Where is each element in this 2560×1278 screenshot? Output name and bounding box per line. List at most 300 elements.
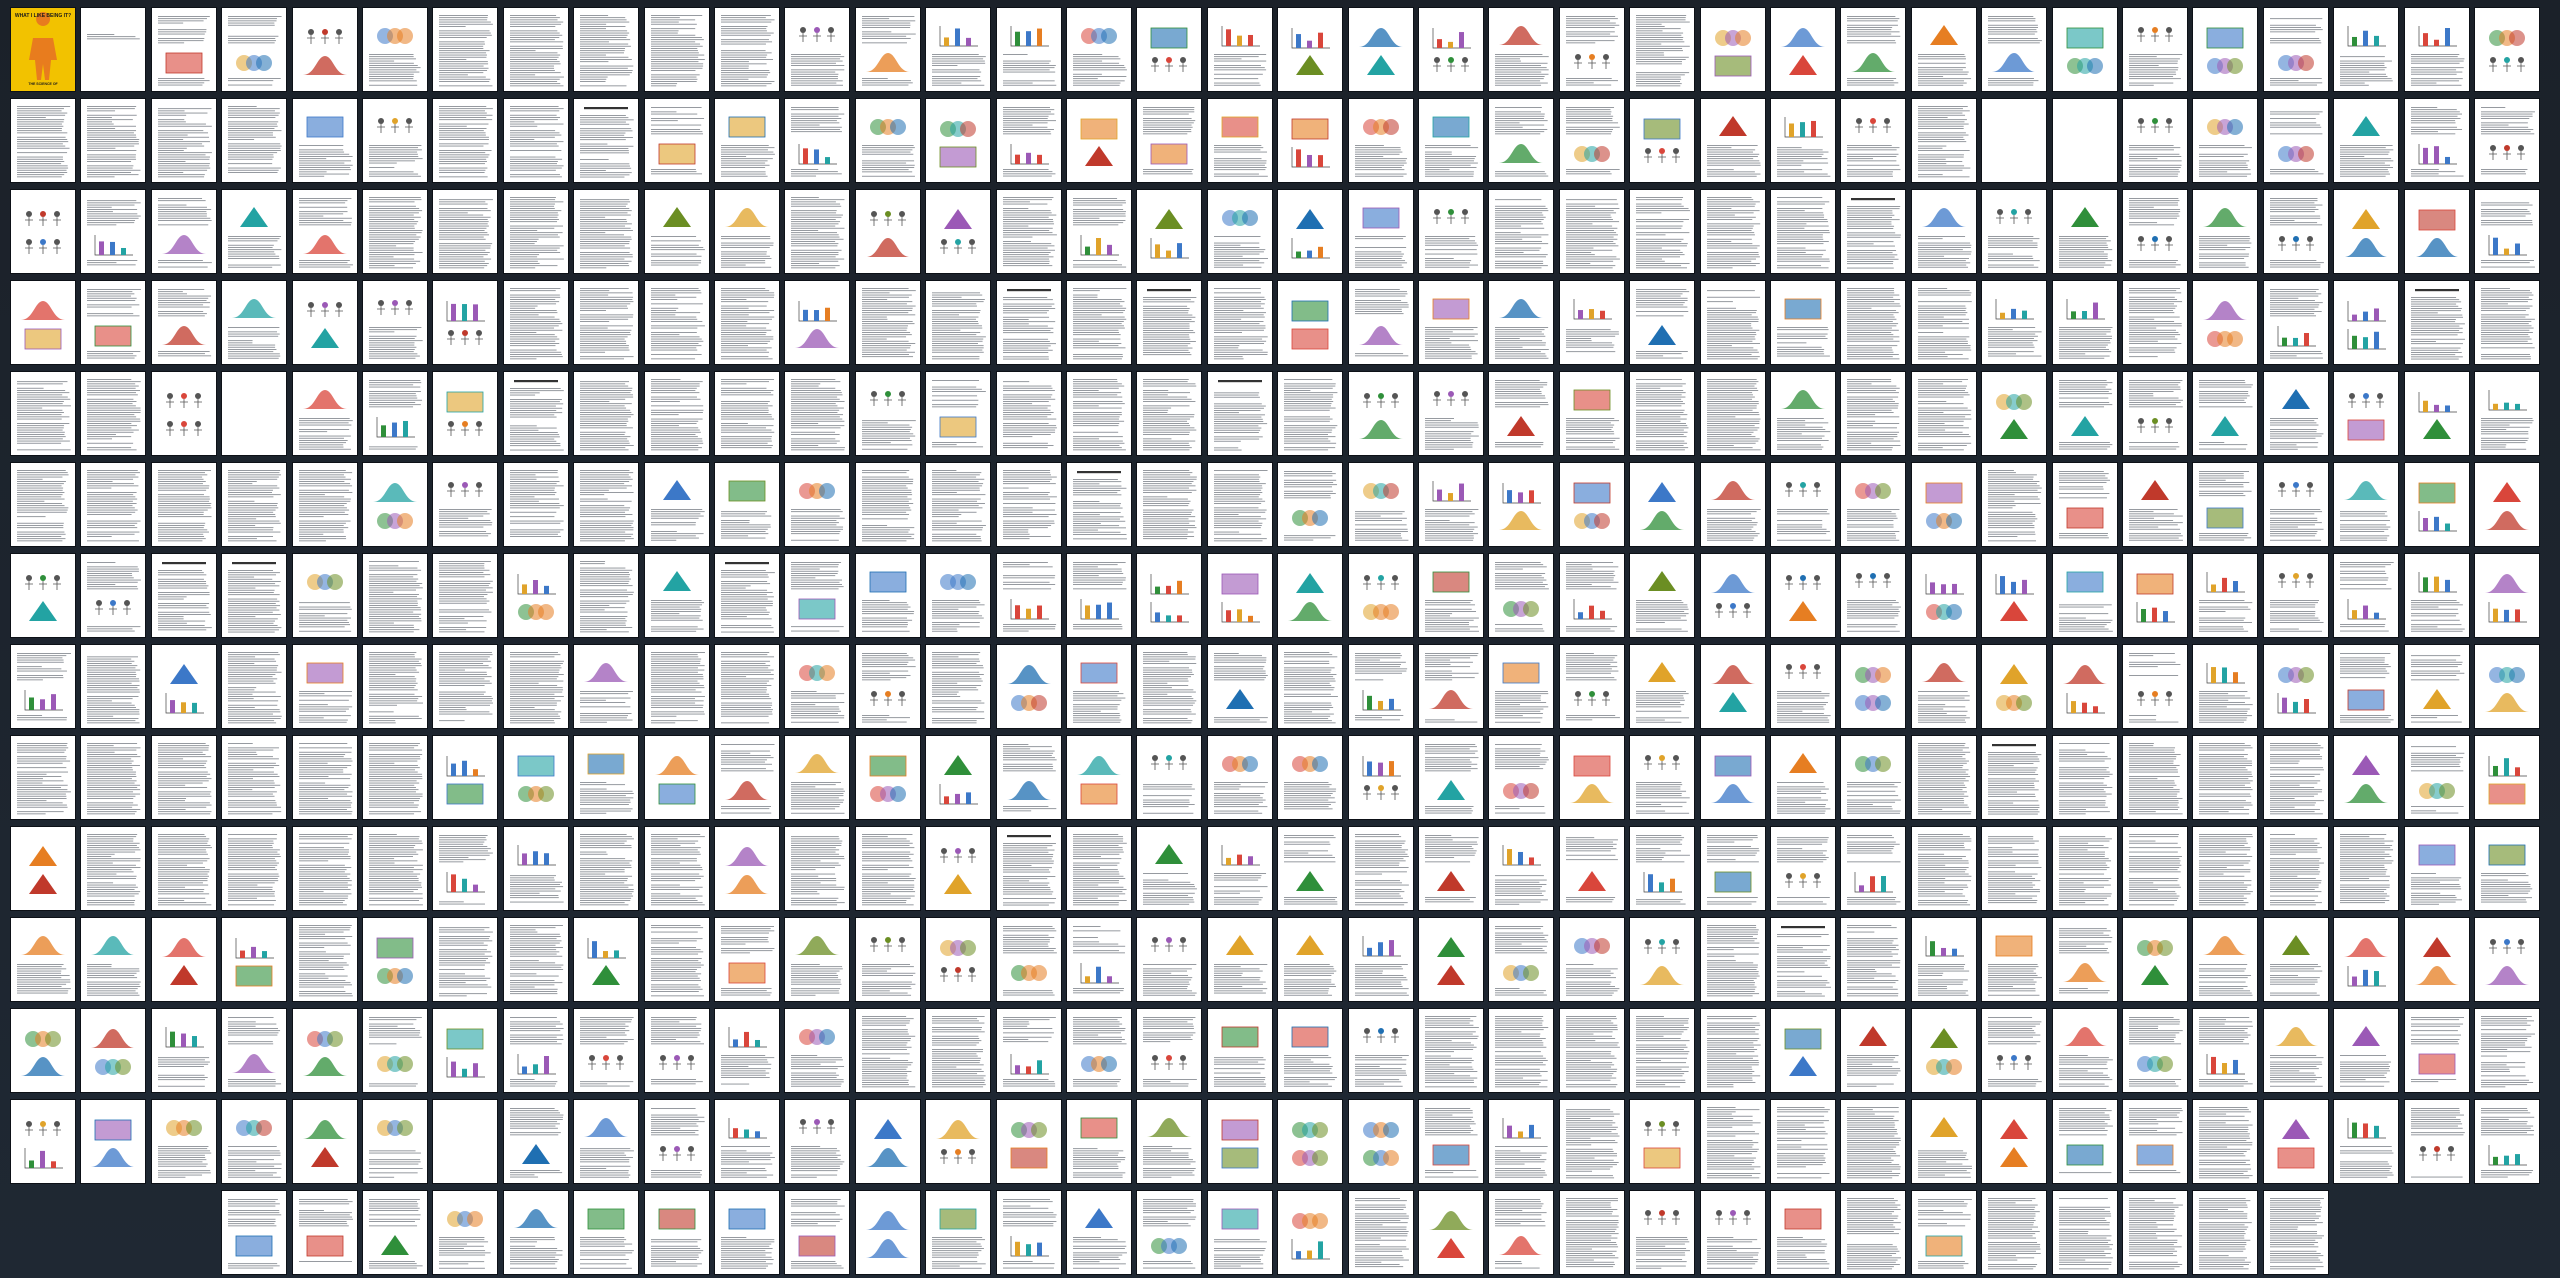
illustrated-page[interactable]: [1701, 736, 1765, 819]
illustrated-page[interactable]: [152, 372, 216, 455]
text-page[interactable]: [363, 554, 427, 637]
text-page[interactable]: [433, 645, 497, 728]
illustrated-page[interactable]: [1560, 554, 1624, 637]
illustrated-page[interactable]: [715, 190, 779, 273]
illustrated-page[interactable]: [2053, 918, 2117, 1001]
illustrated-page[interactable]: [1771, 372, 1835, 455]
text-page[interactable]: [1630, 1009, 1694, 1092]
illustrated-page[interactable]: [1278, 463, 1342, 546]
illustrated-page[interactable]: [1349, 8, 1413, 91]
illustrated-page[interactable]: [1489, 1191, 1553, 1274]
text-page[interactable]: [1912, 372, 1976, 455]
illustrated-page[interactable]: [1278, 190, 1342, 273]
illustrated-page[interactable]: [2334, 554, 2398, 637]
text-page[interactable]: [1489, 1009, 1553, 1092]
illustrated-page[interactable]: [997, 645, 1061, 728]
illustrated-page[interactable]: [1419, 1191, 1483, 1274]
illustrated-page[interactable]: [2264, 463, 2328, 546]
text-page[interactable]: [1137, 463, 1201, 546]
cover-page-thumbnail[interactable]: [11, 8, 75, 91]
illustrated-page[interactable]: [1208, 1100, 1272, 1183]
text-page[interactable]: [715, 372, 779, 455]
text-page[interactable]: [1067, 372, 1131, 455]
illustrated-page[interactable]: [926, 918, 990, 1001]
illustrated-page[interactable]: [2475, 918, 2539, 1001]
illustrated-page[interactable]: [11, 554, 75, 637]
text-page[interactable]: [1349, 827, 1413, 910]
illustrated-page[interactable]: [645, 190, 709, 273]
illustrated-page[interactable]: [1489, 281, 1553, 364]
text-page[interactable]: [856, 827, 920, 910]
illustrated-page[interactable]: [1982, 281, 2046, 364]
text-page[interactable]: [152, 827, 216, 910]
illustrated-page[interactable]: [715, 827, 779, 910]
text-page[interactable]: [785, 827, 849, 910]
illustrated-page[interactable]: [1771, 554, 1835, 637]
illustrated-page[interactable]: [2193, 190, 2257, 273]
illustrated-page[interactable]: [926, 736, 990, 819]
illustrated-page[interactable]: [1137, 99, 1201, 182]
text-page[interactable]: [1560, 1100, 1624, 1183]
illustrated-page[interactable]: [1278, 736, 1342, 819]
illustrated-page[interactable]: [1982, 8, 2046, 91]
illustrated-page[interactable]: [1419, 99, 1483, 182]
illustrated-page[interactable]: [1841, 645, 1905, 728]
text-page[interactable]: [222, 99, 286, 182]
text-page[interactable]: [574, 190, 638, 273]
illustrated-page[interactable]: [1982, 1100, 2046, 1183]
illustrated-page[interactable]: [1489, 918, 1553, 1001]
illustrated-page[interactable]: [785, 736, 849, 819]
illustrated-page[interactable]: [2123, 372, 2187, 455]
text-page[interactable]: [2123, 827, 2187, 910]
illustrated-page[interactable]: [1701, 8, 1765, 91]
illustrated-page[interactable]: [1137, 1191, 1201, 1274]
text-page[interactable]: [81, 827, 145, 910]
illustrated-page[interactable]: [785, 463, 849, 546]
text-page[interactable]: [11, 99, 75, 182]
text-page[interactable]: [1560, 1191, 1624, 1274]
illustrated-page[interactable]: [2193, 281, 2257, 364]
text-page[interactable]: [81, 645, 145, 728]
illustrated-page[interactable]: [856, 372, 920, 455]
illustrated-page[interactable]: [1067, 554, 1131, 637]
illustrated-page[interactable]: [11, 190, 75, 273]
illustrated-page[interactable]: [1982, 190, 2046, 273]
illustrated-page[interactable]: [152, 8, 216, 91]
illustrated-page[interactable]: [1419, 736, 1483, 819]
illustrated-page[interactable]: [715, 918, 779, 1001]
illustrated-page[interactable]: [2264, 918, 2328, 1001]
illustrated-page[interactable]: [433, 1009, 497, 1092]
illustrated-page[interactable]: [2405, 1009, 2469, 1092]
illustrated-page[interactable]: [2405, 463, 2469, 546]
illustrated-page[interactable]: [1489, 645, 1553, 728]
illustrated-page[interactable]: [1489, 463, 1553, 546]
illustrated-page[interactable]: [363, 281, 427, 364]
text-page[interactable]: [645, 827, 709, 910]
illustrated-page[interactable]: [785, 918, 849, 1001]
text-page[interactable]: [926, 1009, 990, 1092]
illustrated-page[interactable]: [856, 645, 920, 728]
text-page[interactable]: [222, 645, 286, 728]
text-page[interactable]: [1701, 190, 1765, 273]
text-page[interactable]: [2053, 827, 2117, 910]
illustrated-page[interactable]: [1278, 1100, 1342, 1183]
text-page[interactable]: [1630, 372, 1694, 455]
illustrated-page[interactable]: [1208, 1009, 1272, 1092]
text-page[interactable]: [1701, 918, 1765, 1001]
illustrated-page[interactable]: [1419, 554, 1483, 637]
text-page[interactable]: [504, 918, 568, 1001]
illustrated-page[interactable]: [2123, 1100, 2187, 1183]
illustrated-page[interactable]: [645, 463, 709, 546]
text-page[interactable]: [1982, 827, 2046, 910]
text-page[interactable]: [293, 827, 357, 910]
illustrated-page[interactable]: [1419, 372, 1483, 455]
text-page[interactable]: [715, 281, 779, 364]
illustrated-page[interactable]: [1419, 8, 1483, 91]
text-page[interactable]: [11, 463, 75, 546]
illustrated-page[interactable]: [1630, 463, 1694, 546]
illustrated-page[interactable]: [1137, 918, 1201, 1001]
illustrated-page[interactable]: [293, 554, 357, 637]
illustrated-page[interactable]: [715, 99, 779, 182]
illustrated-page[interactable]: [1630, 645, 1694, 728]
text-page[interactable]: [715, 8, 779, 91]
illustrated-page[interactable]: [11, 918, 75, 1001]
text-page[interactable]: [1419, 1009, 1483, 1092]
illustrated-page[interactable]: [2475, 554, 2539, 637]
illustrated-page[interactable]: [222, 281, 286, 364]
text-page[interactable]: [363, 827, 427, 910]
text-page[interactable]: [997, 372, 1061, 455]
illustrated-page[interactable]: [2053, 281, 2117, 364]
text-page[interactable]: [504, 372, 568, 455]
text-page[interactable]: [152, 99, 216, 182]
illustrated-page[interactable]: [1560, 645, 1624, 728]
illustrated-page[interactable]: [785, 8, 849, 91]
illustrated-page[interactable]: [1912, 463, 1976, 546]
illustrated-page[interactable]: [1912, 190, 1976, 273]
illustrated-page[interactable]: [1137, 554, 1201, 637]
illustrated-page[interactable]: [1067, 1009, 1131, 1092]
illustrated-page[interactable]: [1771, 1191, 1835, 1274]
illustrated-page[interactable]: [574, 918, 638, 1001]
text-page[interactable]: [574, 554, 638, 637]
illustrated-page[interactable]: [2053, 190, 2117, 273]
illustrated-page[interactable]: [2053, 1100, 2117, 1183]
illustrated-page[interactable]: [997, 918, 1061, 1001]
illustrated-page[interactable]: [1419, 918, 1483, 1001]
illustrated-page[interactable]: [574, 736, 638, 819]
illustrated-page[interactable]: [1419, 1100, 1483, 1183]
illustrated-page[interactable]: [926, 1100, 990, 1183]
text-page[interactable]: [11, 736, 75, 819]
text-page[interactable]: [856, 1009, 920, 1092]
text-page[interactable]: [2405, 281, 2469, 364]
illustrated-page[interactable]: [926, 554, 990, 637]
illustrated-page[interactable]: [2334, 99, 2398, 182]
illustrated-page[interactable]: [1349, 99, 1413, 182]
illustrated-page[interactable]: [222, 1191, 286, 1274]
illustrated-page[interactable]: [2475, 1100, 2539, 1183]
illustrated-page[interactable]: [1067, 190, 1131, 273]
text-page[interactable]: [2053, 1191, 2117, 1274]
illustrated-page[interactable]: [11, 827, 75, 910]
text-page[interactable]: [293, 736, 357, 819]
illustrated-page[interactable]: [2264, 8, 2328, 91]
text-page[interactable]: [222, 554, 286, 637]
illustrated-page[interactable]: [926, 372, 990, 455]
text-page[interactable]: [1982, 736, 2046, 819]
illustrated-page[interactable]: [645, 99, 709, 182]
text-page[interactable]: [1912, 736, 1976, 819]
illustrated-page[interactable]: [1349, 736, 1413, 819]
illustrated-page[interactable]: [645, 736, 709, 819]
illustrated-page[interactable]: [2193, 463, 2257, 546]
illustrated-page[interactable]: [856, 99, 920, 182]
illustrated-page[interactable]: [1137, 1009, 1201, 1092]
illustrated-page[interactable]: [1419, 645, 1483, 728]
illustrated-page[interactable]: [433, 1191, 497, 1274]
illustrated-page[interactable]: [1701, 1191, 1765, 1274]
illustrated-page[interactable]: [856, 1191, 920, 1274]
illustrated-page[interactable]: [1278, 827, 1342, 910]
illustrated-page[interactable]: [2264, 1100, 2328, 1183]
text-page[interactable]: [1067, 463, 1131, 546]
illustrated-page[interactable]: [2193, 1009, 2257, 1092]
illustrated-page[interactable]: [574, 1100, 638, 1183]
illustrated-page[interactable]: [222, 918, 286, 1001]
illustrated-page[interactable]: [1630, 918, 1694, 1001]
illustrated-page[interactable]: [1278, 8, 1342, 91]
text-page[interactable]: [1701, 372, 1765, 455]
illustrated-page[interactable]: [222, 1009, 286, 1092]
illustrated-page[interactable]: [1349, 190, 1413, 273]
illustrated-page[interactable]: [785, 554, 849, 637]
illustrated-page[interactable]: [2193, 99, 2257, 182]
illustrated-page[interactable]: [1278, 1009, 1342, 1092]
text-page[interactable]: [433, 190, 497, 273]
text-page[interactable]: [1771, 1100, 1835, 1183]
illustrated-page[interactable]: [574, 645, 638, 728]
text-page[interactable]: [1560, 1009, 1624, 1092]
text-page[interactable]: [856, 463, 920, 546]
illustrated-page[interactable]: [2123, 554, 2187, 637]
illustrated-page[interactable]: [1771, 8, 1835, 91]
illustrated-page[interactable]: [1982, 918, 2046, 1001]
illustrated-page[interactable]: [1489, 827, 1553, 910]
text-page[interactable]: [504, 190, 568, 273]
illustrated-page[interactable]: [1349, 281, 1413, 364]
illustrated-page[interactable]: [11, 1100, 75, 1183]
illustrated-page[interactable]: [11, 645, 75, 728]
illustrated-page[interactable]: [1067, 1100, 1131, 1183]
illustrated-page[interactable]: [1560, 281, 1624, 364]
illustrated-page[interactable]: [363, 1100, 427, 1183]
illustrated-page[interactable]: [1841, 1009, 1905, 1092]
text-page[interactable]: [1560, 190, 1624, 273]
illustrated-page[interactable]: [1419, 463, 1483, 546]
illustrated-page[interactable]: [1489, 554, 1553, 637]
text-page[interactable]: [293, 463, 357, 546]
illustrated-page[interactable]: [2405, 372, 2469, 455]
text-page[interactable]: [81, 736, 145, 819]
illustrated-page[interactable]: [363, 99, 427, 182]
illustrated-page[interactable]: [1208, 190, 1272, 273]
illustrated-page[interactable]: [645, 554, 709, 637]
text-page[interactable]: [1630, 8, 1694, 91]
illustrated-page[interactable]: [293, 190, 357, 273]
text-page[interactable]: [1137, 372, 1201, 455]
text-page[interactable]: [1841, 918, 1905, 1001]
illustrated-page[interactable]: [1349, 1009, 1413, 1092]
illustrated-page[interactable]: [81, 1100, 145, 1183]
illustrated-page[interactable]: [2053, 463, 2117, 546]
illustrated-page[interactable]: [1137, 736, 1201, 819]
illustrated-page[interactable]: [504, 736, 568, 819]
text-page[interactable]: [997, 463, 1061, 546]
text-page[interactable]: [2193, 736, 2257, 819]
illustrated-page[interactable]: [2264, 99, 2328, 182]
illustrated-page[interactable]: [2123, 918, 2187, 1001]
illustrated-page[interactable]: [504, 1009, 568, 1092]
text-page[interactable]: [997, 281, 1061, 364]
blank-page[interactable]: [222, 372, 286, 455]
illustrated-page[interactable]: [293, 645, 357, 728]
illustrated-page[interactable]: [2123, 190, 2187, 273]
illustrated-page[interactable]: [81, 281, 145, 364]
text-page[interactable]: [1208, 372, 1272, 455]
illustrated-page[interactable]: [1278, 554, 1342, 637]
illustrated-page[interactable]: [856, 190, 920, 273]
text-page[interactable]: [1067, 827, 1131, 910]
illustrated-page[interactable]: [574, 1009, 638, 1092]
text-page[interactable]: [574, 463, 638, 546]
text-page[interactable]: [2264, 1191, 2328, 1274]
text-page[interactable]: [363, 190, 427, 273]
text-page[interactable]: [152, 736, 216, 819]
text-page[interactable]: [715, 645, 779, 728]
illustrated-page[interactable]: [1489, 736, 1553, 819]
illustrated-page[interactable]: [1489, 372, 1553, 455]
text-page[interactable]: [1771, 190, 1835, 273]
illustrated-page[interactable]: [1701, 463, 1765, 546]
illustrated-page[interactable]: [1841, 827, 1905, 910]
illustrated-page[interactable]: [1137, 190, 1201, 273]
text-page[interactable]: [1982, 1191, 2046, 1274]
illustrated-page[interactable]: [433, 372, 497, 455]
illustrated-page[interactable]: [926, 190, 990, 273]
illustrated-page[interactable]: [1208, 554, 1272, 637]
illustrated-page[interactable]: [504, 1191, 568, 1274]
illustrated-page[interactable]: [1771, 827, 1835, 910]
illustrated-page[interactable]: [222, 190, 286, 273]
illustrated-page[interactable]: [2334, 463, 2398, 546]
illustrated-page[interactable]: [1067, 918, 1131, 1001]
illustrated-page[interactable]: [2405, 827, 2469, 910]
illustrated-page[interactable]: [433, 463, 497, 546]
text-page[interactable]: [1771, 918, 1835, 1001]
illustrated-page[interactable]: [1489, 8, 1553, 91]
illustrated-page[interactable]: [1489, 99, 1553, 182]
illustrated-page[interactable]: [81, 190, 145, 273]
illustrated-page[interactable]: [2334, 1009, 2398, 1092]
illustrated-page[interactable]: [504, 827, 568, 910]
illustrated-page[interactable]: [1067, 8, 1131, 91]
illustrated-page[interactable]: [363, 8, 427, 91]
illustrated-page[interactable]: [1489, 1100, 1553, 1183]
text-page[interactable]: [926, 281, 990, 364]
text-page[interactable]: [926, 463, 990, 546]
text-page[interactable]: [81, 99, 145, 182]
illustrated-page[interactable]: [2405, 1100, 2469, 1183]
illustrated-page[interactable]: [1912, 645, 1976, 728]
text-page[interactable]: [2475, 1009, 2539, 1092]
text-page[interactable]: [1841, 281, 1905, 364]
text-page[interactable]: [574, 281, 638, 364]
illustrated-page[interactable]: [2475, 827, 2539, 910]
text-page[interactable]: [222, 463, 286, 546]
illustrated-page[interactable]: [997, 554, 1061, 637]
illustrated-page[interactable]: [2334, 190, 2398, 273]
illustrated-page[interactable]: [293, 1191, 357, 1274]
text-page[interactable]: [926, 645, 990, 728]
illustrated-page[interactable]: [1349, 645, 1413, 728]
text-page[interactable]: [1912, 827, 1976, 910]
illustrated-page[interactable]: [152, 1100, 216, 1183]
text-page[interactable]: [1841, 190, 1905, 273]
illustrated-page[interactable]: [2475, 8, 2539, 91]
illustrated-page[interactable]: [2334, 645, 2398, 728]
text-page[interactable]: [222, 827, 286, 910]
illustrated-page[interactable]: [1841, 554, 1905, 637]
text-page[interactable]: [785, 190, 849, 273]
illustrated-page[interactable]: [1630, 827, 1694, 910]
text-page[interactable]: [2475, 281, 2539, 364]
illustrated-page[interactable]: [856, 736, 920, 819]
illustrated-page[interactable]: [645, 1100, 709, 1183]
illustrated-page[interactable]: [1278, 281, 1342, 364]
text-page[interactable]: [785, 372, 849, 455]
text-page[interactable]: [1208, 281, 1272, 364]
text-page[interactable]: [1912, 281, 1976, 364]
text-page[interactable]: [2193, 1100, 2257, 1183]
text-page[interactable]: [574, 372, 638, 455]
illustrated-page[interactable]: [1208, 1191, 1272, 1274]
text-page[interactable]: [645, 645, 709, 728]
illustrated-page[interactable]: [2405, 190, 2469, 273]
illustrated-page[interactable]: [1137, 1100, 1201, 1183]
illustrated-page[interactable]: [293, 1100, 357, 1183]
illustrated-page[interactable]: [1912, 1009, 1976, 1092]
illustrated-page[interactable]: [715, 1191, 779, 1274]
text-page[interactable]: [1067, 281, 1131, 364]
illustrated-page[interactable]: [1560, 736, 1624, 819]
text-page[interactable]: [2334, 827, 2398, 910]
illustrated-page[interactable]: [1912, 8, 1976, 91]
illustrated-page[interactable]: [2334, 281, 2398, 364]
illustrated-page[interactable]: [2405, 645, 2469, 728]
illustrated-page[interactable]: [1208, 645, 1272, 728]
text-page[interactable]: [2264, 827, 2328, 910]
illustrated-page[interactable]: [433, 281, 497, 364]
text-page[interactable]: [715, 554, 779, 637]
text-page[interactable]: [152, 463, 216, 546]
illustrated-page[interactable]: [1701, 99, 1765, 182]
illustrated-page[interactable]: [1067, 99, 1131, 182]
